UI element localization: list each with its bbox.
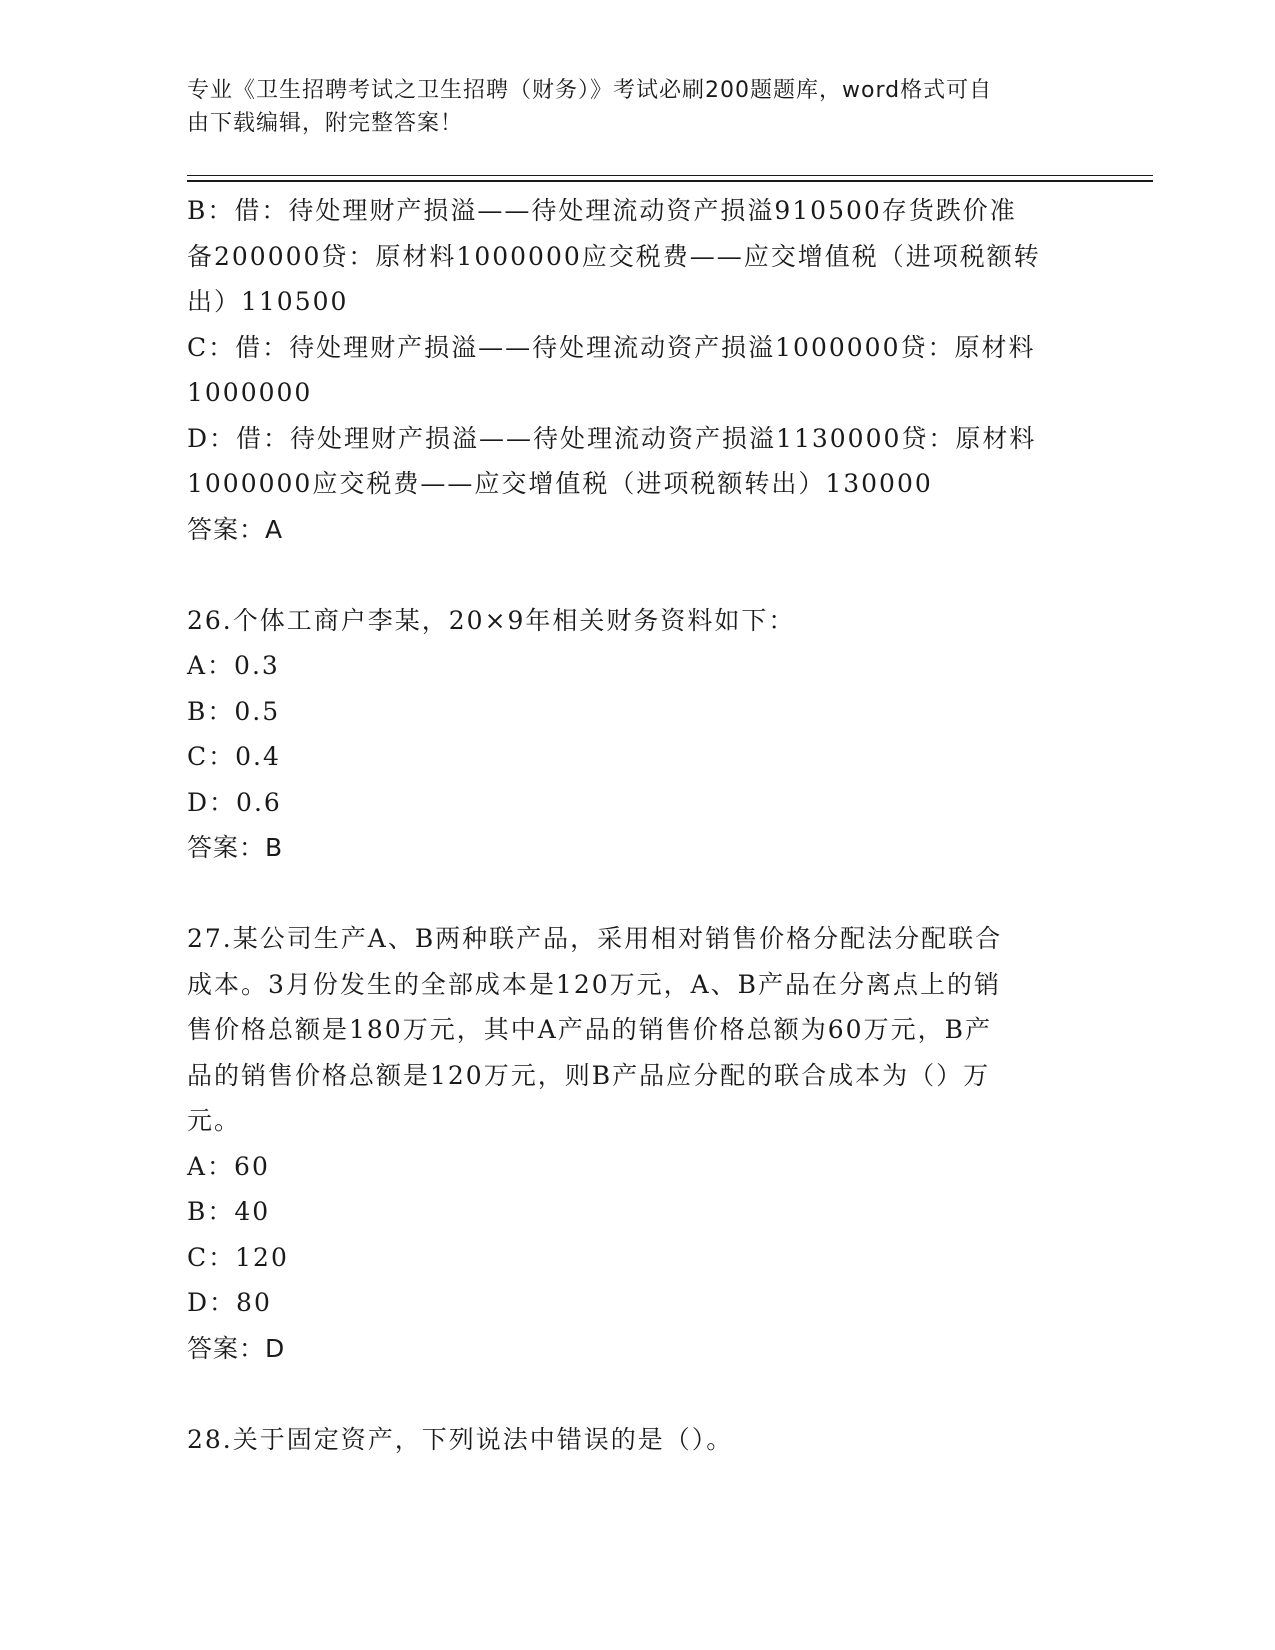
option-c: C：120 bbox=[187, 1242, 289, 1272]
document-header bbox=[187, 74, 1067, 140]
question-stem: 品的销售价格总额是120万元，则B产品应分配的联合成本为（）万 bbox=[187, 1060, 991, 1090]
answer-label: 答案：A bbox=[187, 514, 284, 544]
question-stem: 27.某公司生产A、B两种联产品，采用相对销售价格分配法分配联合 bbox=[187, 924, 1003, 953]
option-d bbox=[187, 416, 1067, 507]
option-d: D：0.6 bbox=[187, 787, 282, 817]
question-28 bbox=[187, 1417, 1067, 1463]
option-line: 1000000应交税费——应交增值税（进项税额转出）130000 bbox=[187, 469, 933, 498]
header-rule-thick bbox=[187, 180, 1153, 182]
header-line-1: 专业《卫生招聘考试之卫生招聘（财务）》考试必刷200题题库，word格式可自 bbox=[187, 78, 993, 103]
option-c bbox=[187, 325, 1067, 416]
header-line-2: 由下载编辑，附完整答案！ bbox=[187, 111, 464, 136]
header-rule-thin bbox=[187, 175, 1153, 176]
spacer bbox=[187, 871, 1067, 917]
question-26 bbox=[187, 598, 1067, 871]
question-stem: 售价格总额是180万元，其中A产品的销售价格总额为60万元，B产 bbox=[187, 1015, 992, 1044]
question-stem: 26.个体工商户李某，20×9年相关财务资料如下： bbox=[187, 605, 796, 635]
question-stem: 元。 bbox=[187, 1106, 242, 1135]
question-25 bbox=[187, 188, 1067, 552]
question-stem: 成本。3月份发生的全部成本是120万元，A、B产品在分离点上的销 bbox=[187, 969, 1002, 999]
option-line: B：借：待处理财产损溢——待处理流动资产损溢910500存货跌价准 bbox=[187, 196, 1017, 225]
spacer bbox=[187, 1371, 1067, 1417]
question-content bbox=[187, 188, 1067, 1462]
option-line: D：借：待处理财产损溢——待处理流动资产损溢1130000贷：原材料 bbox=[187, 423, 1037, 453]
spacer bbox=[187, 552, 1067, 598]
option-line: 出）110500 bbox=[187, 287, 349, 316]
option-line: C：借：待处理财产损溢——待处理流动资产损溢1000000贷：原材料 bbox=[187, 332, 1036, 362]
option-b: B：0.5 bbox=[187, 696, 281, 726]
option-c: C：0.4 bbox=[187, 742, 281, 771]
option-d: D：80 bbox=[187, 1288, 272, 1317]
option-line: 1000000 bbox=[187, 378, 313, 407]
option-b bbox=[187, 188, 1067, 325]
option-a: A：0.3 bbox=[187, 651, 280, 680]
answer-label: 答案：B bbox=[187, 833, 284, 862]
question-27 bbox=[187, 916, 1067, 1371]
option-a: A：60 bbox=[187, 1151, 270, 1181]
question-stem: 28.关于固定资产，下列说法中错误的是（）。 bbox=[187, 1424, 734, 1454]
answer-label: 答案：D bbox=[187, 1333, 286, 1363]
option-b: B：40 bbox=[187, 1197, 271, 1226]
option-line: 备200000贷：原材料1000000应交税费——应交增值税（进项税额转 bbox=[187, 241, 1041, 271]
